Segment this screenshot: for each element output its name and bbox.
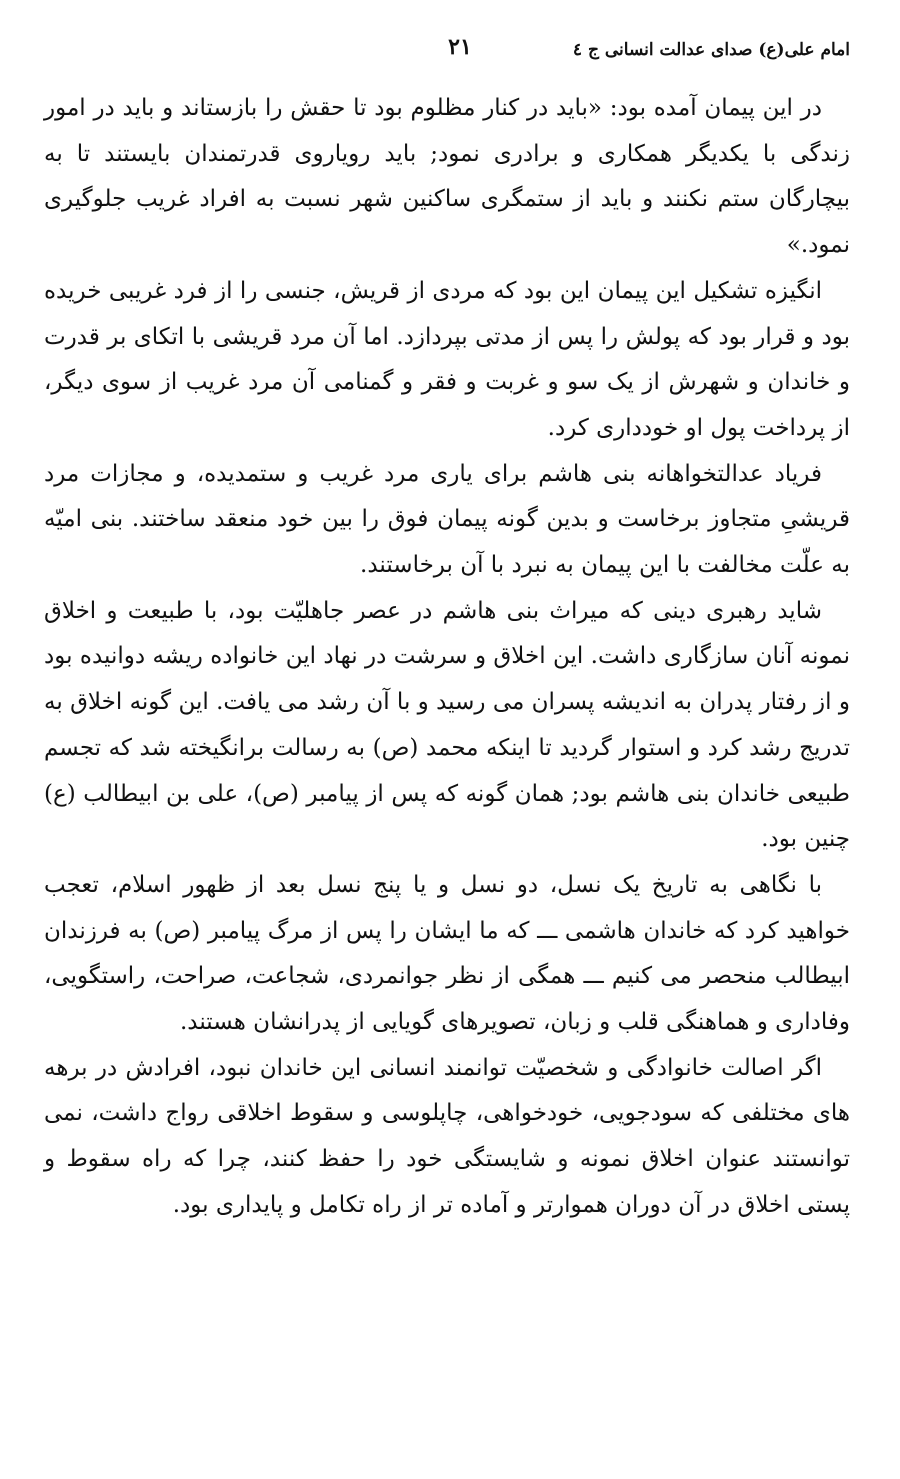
page-header (40, 34, 850, 70)
paragraph: با نگاهی به تاریخ یک نسل، دو نسل و یا پنج نسل بعد از ظهور اسلام، تعجب خواهید کرد که خاندان هاشمی ـــ که ما ایشان را پس از مرگ پیامبر (ص) به فرزندان ابیطالب منحصر می کنیم ـــ همگی از نظر جوانمردی، شجاعت، صراحت، راستگویی، وفاداری و هماهنگی قلب و زبان، تصویرهای گویایی از پدرانشان هستند. (44, 871, 850, 1036)
page-number: ٢١ (448, 34, 472, 60)
paragraph: اگر اصالت خانوادگی و شخصیّت توانمند انسانی این خاندان نبود، افرادش در برهه های مختلفی که سودجویی، خودخواهی، چاپلوسی و سقوط اخلاقی رواج داشت، نمی توانستند عنوان اخلاق نمونه و شایستگی خود را حفظ کنند، چرا که راه سقوط و پستی اخلاق در آن دوران هموارتر و آماده تر از راه تکامل و پایداری بود. (44, 1054, 850, 1218)
paragraph: فریاد عدالتخواهانه بنی هاشم برای یاری مرد غریب و ستمدیده، و مجازات مرد قریشیِ متجاوز برخاست و بدین گونه پیمان فوق را بین خود منعقد ساختند. بنی امیّه به علّت مخالفت با این پیمان به نبرد با آن برخاستند. (44, 460, 850, 579)
running-title: امام علی(ع) صدای عدالت انسانی ج ٤ (572, 40, 850, 60)
body-text (44, 86, 850, 1229)
paragraph: انگیزه تشکیل این پیمان این بود که مردی از قریش، جنسی را از فرد غریبی خریده بود و قرار بود که پولش را پس از مدتی بپردازد. اما آن مرد قریشی با اتکای بر قدرت و خاندان و شهرش از یک سو و غربت و فقر و گمنامی آن مرد غریب از سوی دیگر، از پرداخت پول او خودداری کرد. (44, 277, 850, 441)
paragraph: در این پیمان آمده بود: «باید در کنار مظلوم بود تا حقش را بازستاند و باید در امور زندگی با یکدیگر همکاری و برادری نمود; باید رویاروی قدرتمندان بایستند تا به بیچارگان ستم نکنند و باید از ستمگری ساکنین شهر نسبت به افراد غریب جلوگیری نمود.» (44, 95, 850, 259)
paragraph: شاید رهبری دینی که میراث بنی هاشم در عصر جاهلیّت بود، با طبیعت و اخلاق نمونه آنان سازگاری داشت. این اخلاق و سرشت در نهاد این خانواده ریشه دوانیده بود و از رفتار پدران به اندیشه پسران می رسید و با آن رشد می یافت. این گونه اخلاق به تدریج رشد کرد و استوار گردید تا اینکه محمد (ص) به رسالت برانگیخته شد که تجسم طبیعی خاندان بنی هاشم بود; همان گونه که پس از پیامبر (ص)، علی بن ابیطالب (ع) چنین بود. (44, 597, 850, 853)
